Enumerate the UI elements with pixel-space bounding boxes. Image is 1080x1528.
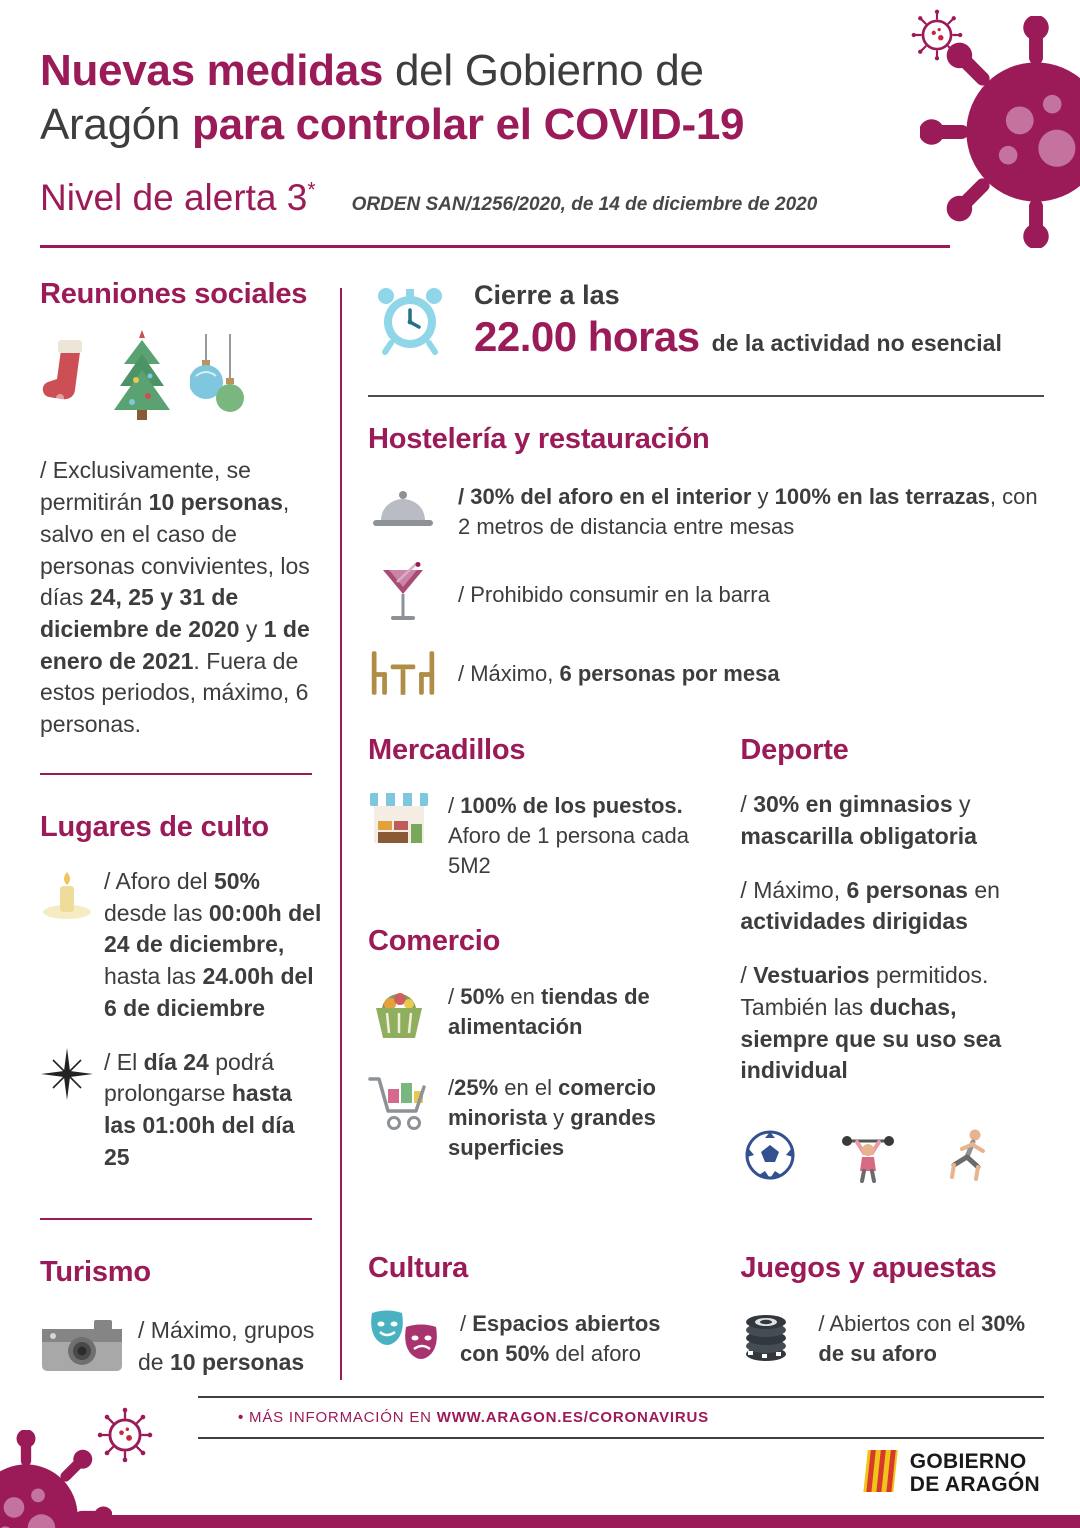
section-title-hosteleria: Hostelería y restauración xyxy=(368,423,710,456)
runner-icon xyxy=(940,1127,996,1188)
closure-scope: de la actividad no esencial xyxy=(711,330,1002,357)
section-reuniones xyxy=(40,278,326,741)
cell-juegos xyxy=(740,1252,1044,1372)
aragon-flag-icon xyxy=(860,1448,900,1499)
alert-level-asterisk: * xyxy=(307,179,316,203)
christmas-icons xyxy=(40,331,326,431)
soccer-ball-icon xyxy=(744,1129,796,1186)
right-column xyxy=(342,248,1044,1379)
table-and-chairs-icon xyxy=(368,648,438,700)
section-culto xyxy=(40,811,326,1174)
two-column-area xyxy=(368,734,1044,1372)
cultura-text: / Espacios abiertos con 50% del aforo xyxy=(460,1311,661,1366)
comercio-item xyxy=(368,1073,694,1163)
more-info-text: • MÁS INFORMACIÓN EN WWW.ARAGON.ES/CORONAVIRUS xyxy=(238,1409,709,1426)
section-turismo xyxy=(40,1256,326,1380)
camera-icon xyxy=(40,1315,124,1380)
grocery-basket-icon xyxy=(368,982,430,1049)
christmas-tree-icon xyxy=(110,330,174,431)
cultura-item xyxy=(368,1309,694,1372)
turismo-item xyxy=(40,1315,326,1380)
star-icon xyxy=(40,1047,94,1101)
section-juegos xyxy=(740,1252,1044,1369)
closure-text xyxy=(474,280,1002,361)
weightlifter-icon xyxy=(840,1127,896,1188)
sports-icons xyxy=(740,1127,1044,1188)
section-deporte xyxy=(740,734,1044,1188)
culto-item-text: / El día 24 podrá prolongarse hasta las 01:00h del día 25 xyxy=(104,1048,295,1170)
closure-intro: Cierre a las xyxy=(474,280,620,311)
banner-divider xyxy=(368,395,1044,397)
section-title-mercadillos: Mercadillos xyxy=(368,734,526,767)
alert-level-text: Nivel de alerta 3 xyxy=(40,177,308,219)
candle-icon xyxy=(40,866,94,922)
section-title-deporte: Deporte xyxy=(740,734,849,767)
closure-time: 22.00 horas xyxy=(474,313,700,361)
deporte-item-text: / Vestuarios permitidos. También las duchas, siempre que su uso sea individual xyxy=(740,962,1002,1084)
gobierno-aragon-logo xyxy=(860,1448,1040,1499)
section-hosteleria xyxy=(368,423,1044,700)
page-title: Nuevas medidas del Gobierno de Aragón para controlar el COVID-19 xyxy=(40,46,745,149)
juegos-text: / Abiertos con el 30% de su aforo xyxy=(818,1311,1026,1366)
deporte-item-text: / 30% en gimnasios y mascarilla obligatoria xyxy=(740,791,977,849)
cell-cultura xyxy=(368,1252,694,1372)
main-content xyxy=(0,248,1080,1379)
cell-deporte xyxy=(740,734,1044,1188)
culto-item xyxy=(40,1047,326,1174)
header xyxy=(0,0,1080,219)
logo-line1: GOBIERNO xyxy=(909,1449,1027,1473)
serving-cloche-icon xyxy=(368,482,438,542)
bottom-accent-bar xyxy=(0,1515,1080,1528)
left-divider xyxy=(40,773,312,775)
logo-line2: DE ARAGÓN xyxy=(909,1472,1040,1496)
comercio-item-text: /25% en el comercio minorista y grandes superficies xyxy=(448,1074,656,1160)
turismo-text: / Máximo, grupos de 10 personas xyxy=(138,1317,315,1376)
section-mercadillos xyxy=(368,734,694,881)
theater-masks-icon xyxy=(368,1309,442,1372)
christmas-stocking-icon xyxy=(40,338,94,431)
cell-mercadillos-comercio xyxy=(368,734,694,1188)
juegos-item xyxy=(740,1309,1044,1369)
logo-text xyxy=(910,1451,1040,1496)
section-title-reuniones: Reuniones sociales xyxy=(40,278,308,311)
closure-banner xyxy=(368,276,1044,365)
order-reference: ORDEN SAN/1256/2020, de 14 de diciembre de 2020 xyxy=(351,194,818,216)
hosteleria-item-text: / Máximo, 6 personas por mesa xyxy=(458,661,780,687)
section-cultura xyxy=(368,1252,694,1372)
shopping-cart-icon xyxy=(368,1073,430,1163)
hosteleria-item-text: / Prohibido consumir en la barra xyxy=(458,582,770,608)
culto-item-text: / Aforo del 50% desde las 00:00h del 24 de diciembre, hasta las 24.00h del 6 de diciembre xyxy=(104,867,322,1021)
christmas-ornaments-icon xyxy=(190,334,246,431)
culto-item xyxy=(40,866,326,1025)
left-divider xyxy=(40,1218,312,1220)
hosteleria-item xyxy=(368,562,1044,628)
alert-level xyxy=(40,177,316,219)
hosteleria-item xyxy=(368,482,1044,542)
cocktail-glass-icon xyxy=(368,562,438,628)
market-stall-icon xyxy=(368,791,430,881)
section-comercio xyxy=(368,925,694,1163)
subtitle xyxy=(40,177,840,219)
section-title-cultura: Cultura xyxy=(368,1252,469,1285)
left-column xyxy=(40,248,340,1379)
closure-line2 xyxy=(474,313,1002,361)
casino-chips-icon xyxy=(740,1309,800,1369)
hosteleria-item-text: / 30% del aforo en el interior y 100% en las terrazas, con 2 metros de distancia entre mesas xyxy=(458,484,1038,540)
reuniones-text: / Exclusivamente, se permitirán 10 personas, salvo en el caso de personas convivientes, los días 24, 25 y 31 de diciembre de 2020 y 1 de enero de 2021. Fuera de estos periodos, máximo, 6 personas. xyxy=(40,457,310,738)
coronavirus-icon xyxy=(0,1430,112,1528)
mercadillos-text: / 100% de los puestos. Aforo de 1 persona cada 5M2 xyxy=(448,793,689,878)
section-title-turismo: Turismo xyxy=(40,1255,151,1288)
alarm-clock-icon xyxy=(368,276,452,365)
deporte-item-text: / Máximo, 6 personas en actividades dirigidas xyxy=(740,876,1000,935)
info-strip xyxy=(198,1396,1044,1439)
section-title-culto: Lugares de culto xyxy=(40,810,269,843)
hosteleria-item xyxy=(368,648,1044,700)
comercio-item xyxy=(368,982,694,1049)
section-title-juegos: Juegos y apuestas xyxy=(740,1252,997,1285)
comercio-item-text: / 50% en tiendas de alimentación xyxy=(448,983,650,1039)
mercadillos-item xyxy=(368,791,694,881)
section-title-comercio: Comercio xyxy=(368,924,501,957)
